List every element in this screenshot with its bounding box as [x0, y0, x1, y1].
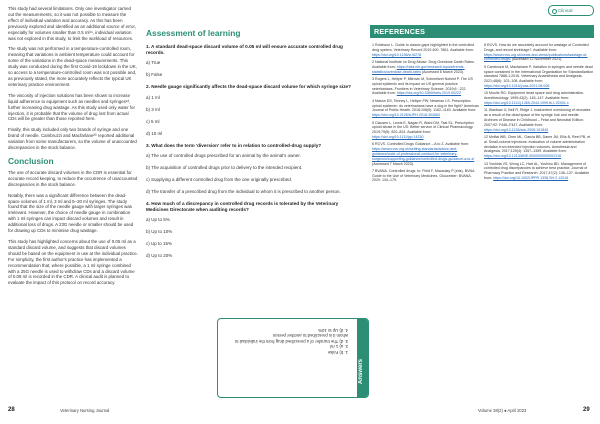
reference-item [484, 65, 594, 89]
body-paragraph: This study had several limitations. Only one investigator carried out the measurements, so it was not possible to measure the effect of individual variation and accuracy. As this has been previously explored and identified as an additional source of error, especially for volumes smaller than 0.5 ml¹⁹, individual variation was not explored in this study, to limit the workload of resources. [8, 6, 136, 41]
reference-item [372, 142, 480, 166]
body-paragraph: This study has highlighted concerns about the use of 0.05 ml as a standard discard volume, and suggests that discard volumes should be based on the equipment in use at the individual practice. For simplicity, the first author's practice has implemented a recommendation that, where possible, a 1 ml syringe combined with a 25G needle is used to withdraw CDs and a discard volume of 0.08 ml is recorded in the CDR. A clinical audit is planned to evaluate the impact of this protocol on record accuracy. [8, 239, 138, 286]
option: a) Up to 5% [146, 217, 170, 223]
reference-link[interactable]: https://nida.nih.gov/research-topics/trends-statistics/overdose-death-rates [372, 64, 465, 74]
body-paragraph: The study was not performed in a temperature-controlled room, meaning that variations in ambient temperature could account for some of the variations in the dead-space measurements. This study was conducted during the first Covid-19 lockdown in the UK, so access to a temperature-controlled room was not possible and, as previously stated, the more accurately reflects the typical UK veterinary practice environment. [8, 46, 137, 87]
reference-item [484, 108, 594, 132]
question-1: 1. A standard dead-space discard volume of 0.05 ml will ensure accurate controlled drug records. [146, 44, 343, 56]
reference-text: 13 Yoshida VS, Wong LC, Hart AL, Yoshino BD. Management of controlled drug discrepancies to achieve best practice. Journal of Pharmacy Practice and Research. 2017;47(2): 136–137. Available from: [484, 161, 590, 180]
reference-link[interactable]: https://doi.org/10.1213/ANE.0000000000002316 [484, 154, 562, 159]
answer-item: 2. a) 1 ml [330, 344, 348, 350]
reference-tail: (Accessed 12 November 2021). [510, 57, 563, 62]
question-4: 4. How much of a discrepancy in controlled drug records is tolerated by the Veterinary Medicines Directorate when auditing records? [146, 200, 339, 213]
reference-item [372, 169, 480, 183]
answer-item: 1. b) False [327, 349, 348, 355]
journal-title: Veterinary Nursing Journal [60, 408, 110, 413]
left-column [8, 6, 138, 291]
references-heading: REFERENCES [374, 27, 426, 36]
reference-link[interactable]: https://doi.org/10.3389/fvets.2019.00222 [396, 91, 462, 96]
page-footer [0, 407, 600, 417]
left-page-number: 28 [8, 407, 15, 413]
option: c) 5 ml [146, 118, 160, 124]
reference-text: 6 RCVS. Controlled Drugs Guidance – A to Z. Available from: [372, 142, 470, 147]
reference-text: 2 National Institute on Drug Abuse. Drug Overdose Death Rates. Available from: [372, 59, 475, 69]
reference-item [484, 135, 594, 159]
reference-text: 7 BVANA. Controlled drugs. In: Field F, Macaulay P (eds). BVNA Guide to the Use of Veterinary Medicines. Gloucester: BVANA. 2020: 134–179. [372, 168, 475, 183]
option: c) Up to 15% [146, 241, 173, 247]
reference-link[interactable]: https://doi.org/10.2105/AJPH.2018.304563 [372, 113, 440, 118]
body-paragraph: Finally, this study included only two brands of syringe and one brand of needle. Cambruzzi and Macfarlane²⁰ reported additional variation from some manufacturers, so the volume of unaccounted discrepancies in the stock balance. [8, 127, 137, 151]
option: b) The acquisition of controlled drugs prior to delivery to the intended recipient. [146, 164, 303, 170]
references-header [370, 25, 594, 38]
reference-item [484, 43, 594, 62]
reference-text: 9 Cambruzzi M, Macfarlane P. Variation in syringes and needle dead space contained in the International Organization for Standardization standard 7886-1:2016. Veterinary Anaesthesia and Analgesia. 2021;48(6): 103–108. Available from: [484, 64, 594, 84]
reference-link[interactable]: https://doi.org/10.1136/vr.l6278 [372, 52, 422, 57]
reference-link[interactable]: https://doi.org/10.1016/j.vaa.2021.08.008 [484, 83, 550, 88]
right-page-number: 29 [583, 407, 590, 413]
question-3: 3. What does the term 'diversion' refer to in relation to controlled-drug supply? [146, 142, 322, 148]
reference-text: 10 Moultz RG. Equipment dead space and drug administration. Anesthesiology. 1999;43(2): 145–147. Available from: [484, 91, 585, 101]
conclusion-heading: Conclusion [8, 155, 54, 166]
reference-item [372, 77, 480, 96]
option: b) False [146, 72, 163, 78]
option: b) 3 ml [146, 106, 160, 112]
reference-tail: (Accessed 7 March 2023). [372, 161, 414, 166]
reference-text: 5 Clausen L, Lewis E, Nagan R, Ward DM, Tsai SL. Prescription opioid abuse in the US: Better service of Clinical Pharmacology. 2019;79(5): 820–824. Available from: [372, 120, 474, 135]
reference-link[interactable]: https://doi.org/10.1136/adc.2006.101840 [484, 127, 549, 132]
reference-text: 11 Wardlaw IJ, Bell R, Ridge J. Inadvertent overdosing of neonates as a result of the dead space of the syringe hub and needle. Archives of Disease in Childhood – Fetal and Neonatal Edition. 2007;92: F446–F447. Available from: [484, 108, 591, 127]
reference-text: 8 RCVS. How do we accurately account for wastage of Controlled Drugs, and record shrinkage?. Available from: [484, 43, 589, 52]
assessment-heading: Assessment of learning [146, 28, 241, 38]
body-paragraph: Notably, there was a significant difference between the dead-space volumes of 1 ml, 3 ml and 5–20 ml syringes. The study found that the size of the needle gauge with larger syringes was irrelevant. However, the choice of needle gauge in combination with 1 ml syringes can impact discard volumes and result in additional loss of drugs. A 23G needle or smaller should be used for drawing up CDs to minimise drug wastage. [8, 192, 134, 234]
answers-title: Answers [358, 359, 364, 385]
section-badge-label: Clinical [558, 7, 573, 13]
reference-text: 12 Moffat WB, Chen ML, Garcia BB, Dame JM, Ellis B, Reel PB, et al. Small-volume injections: evaluation of volume administration deviation from intended injection volumes. Anesthesia and Analgesia. 2017;125(4): 1357–1359. Available from: [484, 134, 591, 154]
option: d) 10 ml [146, 130, 163, 136]
reference-text: 4 Mason DS, Tenney L, Hellyer PW, Newman LS. Prescription opioid epidemic: do veterinarians have a dog in the fight? American Journal of Public Health. 2018;108(9): 1162–1163. Available from: [372, 98, 479, 113]
answer-item: 3. d) The transfer of a prescribed drug from the individual to whom it is prescribed to another person [234, 333, 348, 344]
reference-tail: (Accessed 6 March 2023). [420, 69, 464, 74]
option: a) True [146, 60, 161, 66]
reference-text: 1 Robinson L. Guide to classic gaps highlighted in the controlled drug system. Veterinary Record 2019 400: 7861. Available from: [372, 43, 475, 52]
reference-link[interactable]: https://www.rcvs.org.uk/news-and-views/publications/wastage-of-controlled-drugs/ [484, 52, 588, 62]
body-paragraph: The use of accurate discard volumes in the CDR is essential for accurate record keeping, to reduce the occurrence of unaccounted discrepancies in the stock balance. [8, 169, 138, 187]
reference-item [372, 99, 480, 118]
assessment-column [146, 28, 356, 265]
answers-box [217, 318, 369, 398]
option: b) Up to 10% [146, 229, 173, 235]
issue-info: Volume 38(2) ● April 2023 [478, 408, 527, 413]
option: d) Up to 20% [146, 253, 173, 259]
option: a) 1 ml [146, 94, 160, 100]
reference-text: 3 Rogers L, Hellyer P, Mitrovic M, Schmeitzel Nofsinf P. The US opioid epidemic and its impact on US general practice veterinarians. Frontiers in Veterinary Science. 2019;6 : 222. Available from: [372, 76, 473, 96]
answer-item: 4. d) Up to 10% [318, 327, 348, 333]
reference-item [372, 43, 480, 57]
references-column-2 [484, 43, 594, 183]
answers-list [228, 327, 348, 355]
reference-link[interactable]: https://doi.org/10.1111/jcp.14230 [372, 134, 424, 139]
answers-title-bar [357, 319, 368, 397]
reference-link[interactable]: https://doi.org/10.1111/j.1365-2044.1999.tb.1.02001.x [484, 100, 569, 105]
option: a) The use of controlled drugs prescribed for an animal by the animal's owner. [146, 152, 301, 158]
reference-link[interactable]: https://www.rcvs.org.uk/setting-standards/advice-and-guidance/code-of-professional-conduct-for-veterinary-surgeons/supporting-guidance/controlled-drugs-guidance-a-to-z/ [372, 147, 475, 161]
reference-item [372, 60, 480, 74]
section-badge-icon [552, 9, 557, 14]
body-paragraph: The viscosity of injection solutions has been shown to increase liquid adherence to equipment such as needles and syringes¹⁸, further increasing drug wastage. As this study used only water for injection, it is probable that the volume of drug lost from actual CDs will be greater than those reported here. [8, 92, 135, 122]
reference-item [372, 121, 480, 140]
option: d) The transfer of a prescribed drug from the individual to whom it is prescribed to another person. [146, 188, 341, 194]
reference-item [484, 162, 594, 181]
section-badge [548, 5, 594, 16]
reference-link[interactable]: https://doi.org/10.1002/JPPR.1338.SH.2.12016 [493, 175, 569, 180]
question-2: 2. Needle gauge significantly affects the dead-space discard volume for which syringe size? [146, 84, 352, 90]
option: c) Supplying a different controlled drug from the one originally prescribed. [146, 176, 292, 182]
reference-item [484, 91, 594, 105]
references-column-1 [372, 43, 480, 186]
